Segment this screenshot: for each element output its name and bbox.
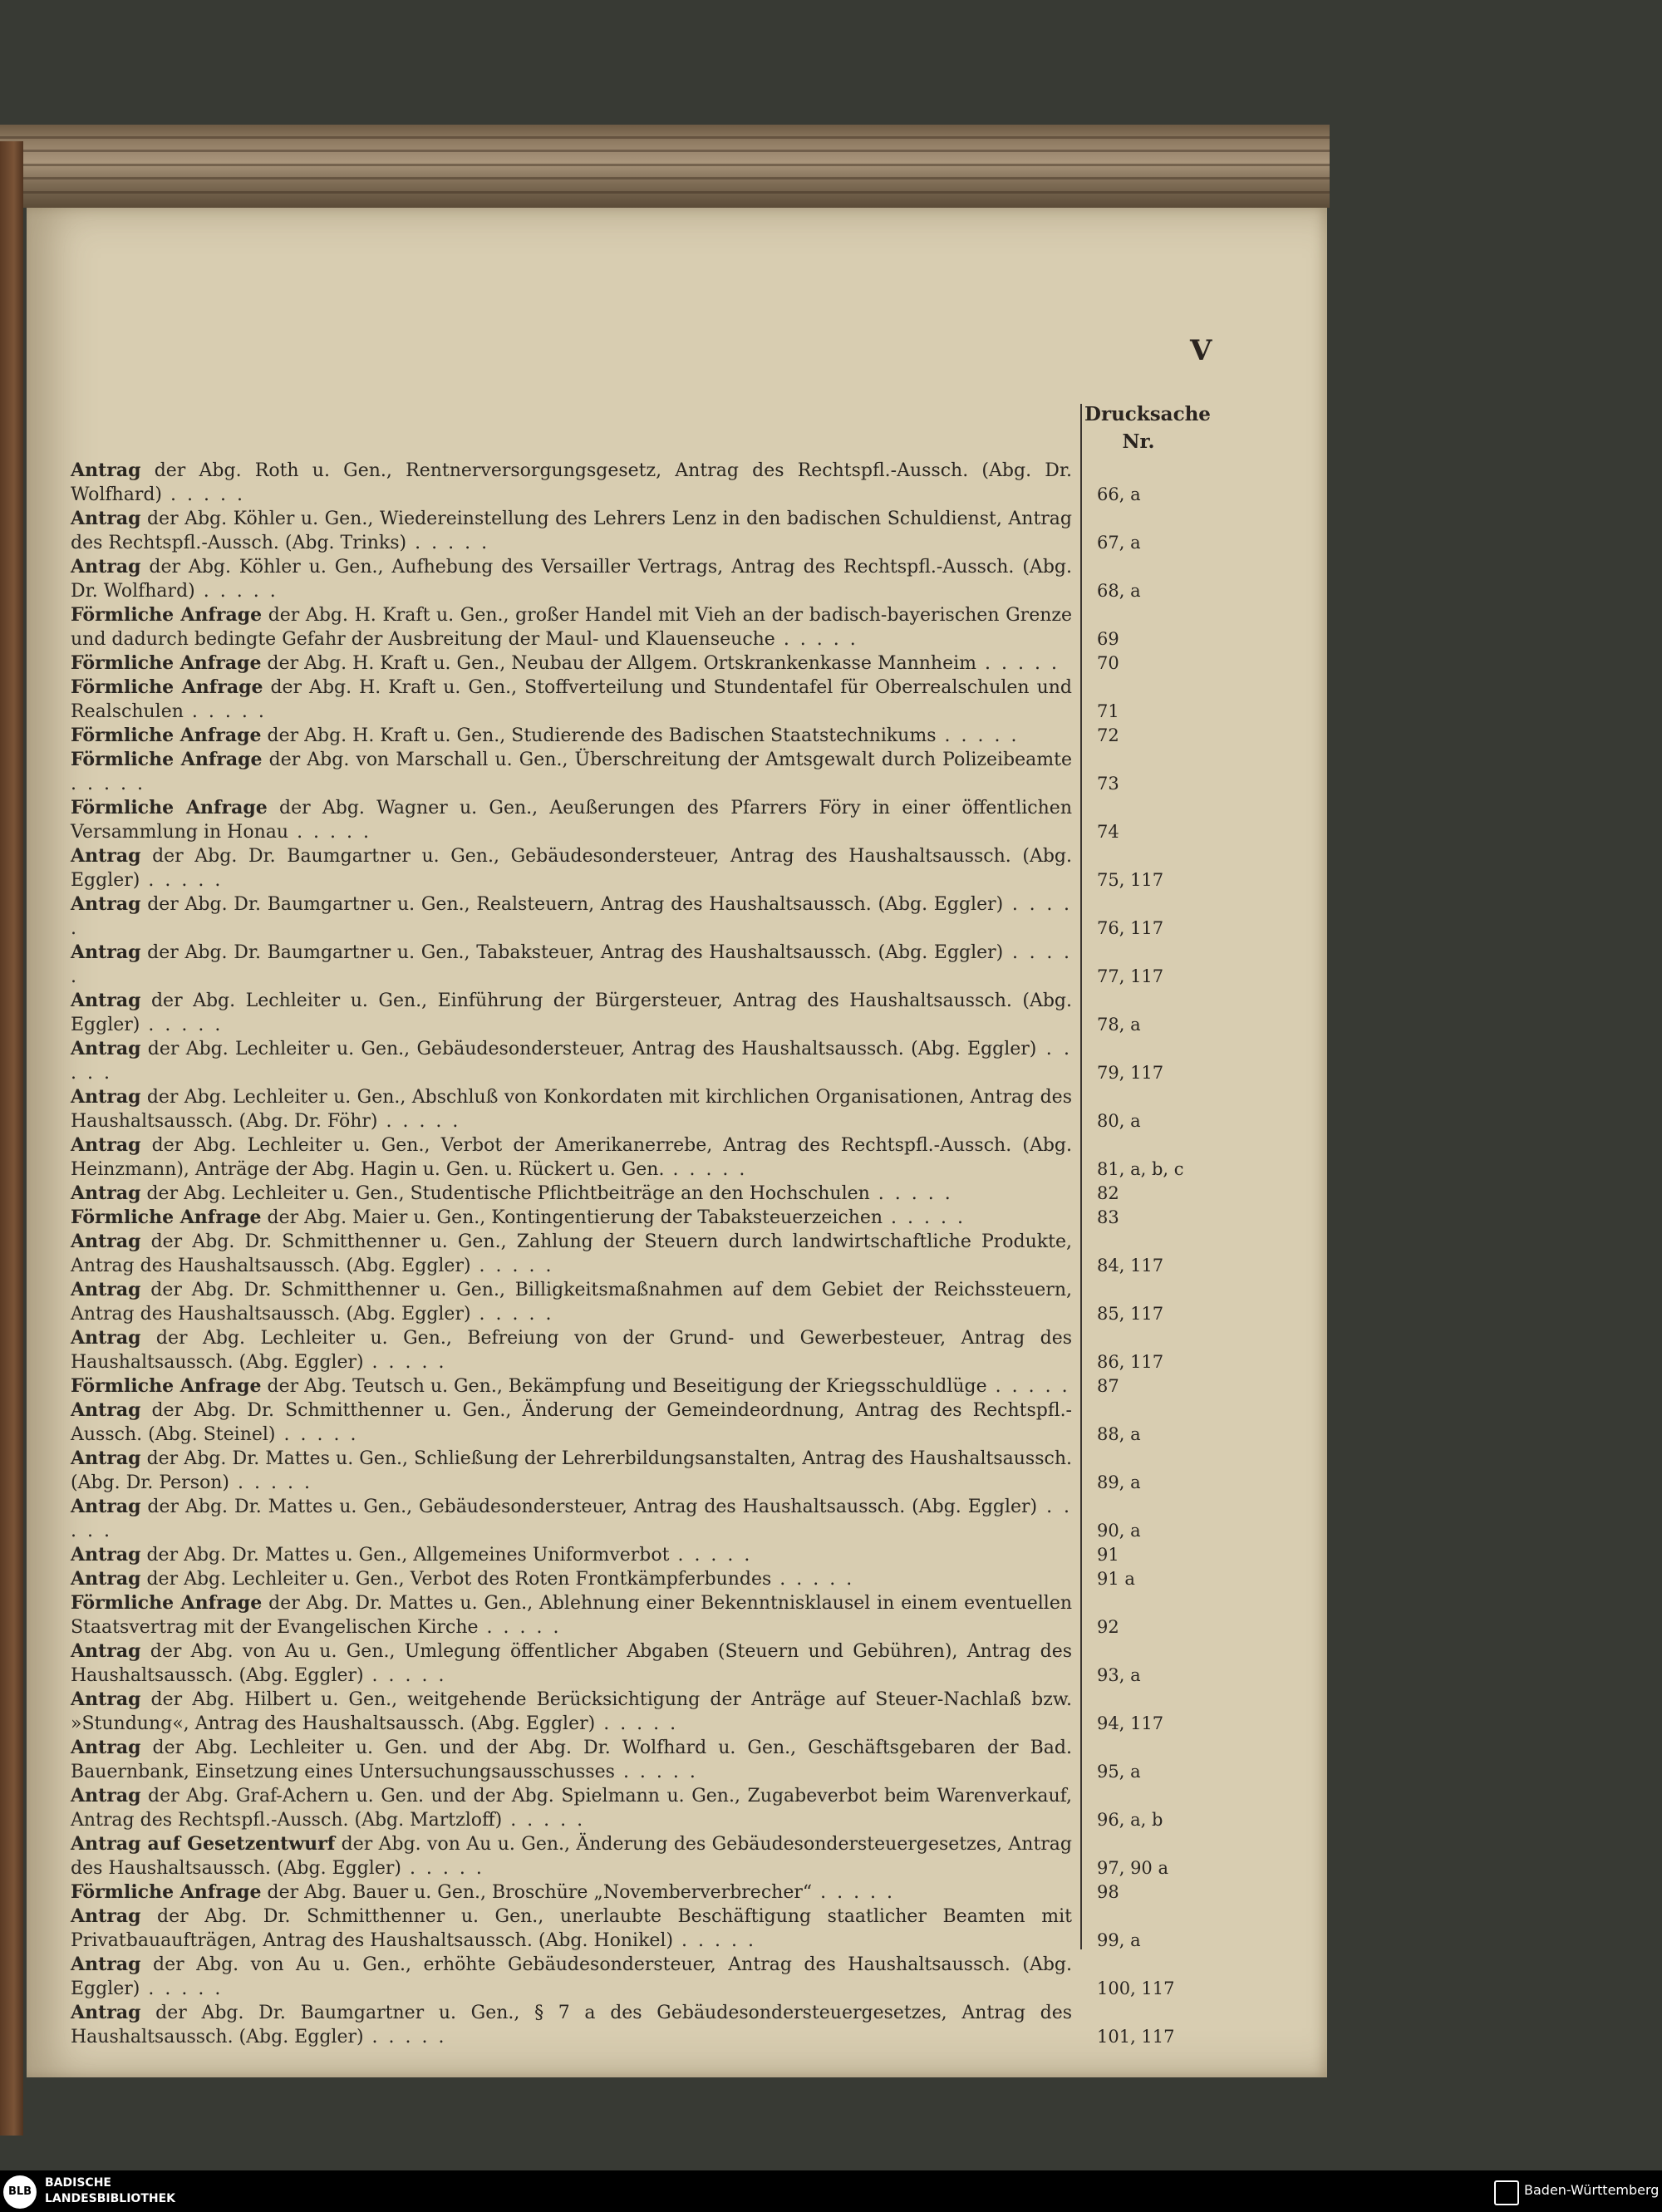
entry-description: der Abg. Dr. Mattes u. Gen., Gebäudesondersteuer, Antrag des Haushaltsaussch. (Abg. Eggler) — [147, 1497, 1038, 1517]
entry-text — [71, 1037, 1072, 1085]
list-item — [71, 1398, 1234, 1447]
leader-dots: . . . . . — [288, 822, 372, 843]
leader-dots: . . . . . — [140, 1979, 224, 1999]
entry-reference[interactable]: 85, 117 — [1097, 1304, 1164, 1324]
list-item — [71, 1953, 1234, 2001]
entry-type: Antrag — [71, 1496, 141, 1517]
entry-reference[interactable]: 101, 117 — [1097, 2027, 1175, 2047]
entry-reference[interactable]: 84, 117 — [1097, 1256, 1164, 1276]
entry-description: der Abg. H. Kraft u. Gen., großer Handel mit Vieh an der badisch-bayerischen Grenze und dadurch bedingte Gefahr der Ausbreitung der Maul- und Klauenseuche — [71, 605, 1072, 650]
leader-dots: . . . . . — [275, 1424, 359, 1445]
leader-dots: . . . . . — [470, 1256, 554, 1276]
list-item — [71, 844, 1234, 892]
entry-reference[interactable]: 96, a, b — [1097, 1810, 1163, 1830]
entry-description: der Abg. Dr. Mattes u. Gen., Allgemeines Uniformverbot — [146, 1545, 670, 1566]
entry-text — [71, 724, 1072, 748]
entry-reference[interactable]: 72 — [1097, 725, 1119, 745]
entry-text — [71, 507, 1072, 555]
entry-text — [71, 1374, 1072, 1398]
list-item — [71, 1085, 1234, 1133]
entry-type: Antrag — [71, 1785, 141, 1806]
leader-dots: . . . . . — [812, 1882, 896, 1903]
entry-text — [71, 1639, 1072, 1688]
list-item — [71, 2001, 1234, 2049]
entry-type: Förmliche Anfrage — [71, 1881, 262, 1903]
leader-dots: . . . . . — [614, 1762, 698, 1782]
leader-dots: . . . . . — [669, 1545, 753, 1566]
entry-reference[interactable]: 73 — [1097, 774, 1119, 794]
list-item — [71, 796, 1234, 844]
entry-type: Antrag — [71, 1231, 141, 1252]
entry-reference[interactable]: 66, a — [1097, 484, 1141, 504]
entry-type: Antrag — [71, 1279, 141, 1300]
leader-dots: . . . . . — [883, 1207, 966, 1228]
entry-type: Antrag — [71, 1544, 141, 1566]
entry-reference[interactable]: 75, 117 — [1097, 870, 1164, 890]
entry-text — [71, 844, 1072, 892]
entry-type: Antrag — [71, 1688, 141, 1710]
entry-text — [71, 1206, 1072, 1230]
entry-type: Antrag — [71, 1737, 141, 1758]
entry-reference[interactable]: 94, 117 — [1097, 1713, 1164, 1733]
entry-type: Förmliche Anfrage — [71, 1592, 263, 1614]
entry-text — [71, 676, 1072, 724]
entry-reference[interactable]: 90, a — [1097, 1521, 1141, 1541]
entry-reference[interactable]: 74 — [1097, 822, 1119, 842]
entry-text — [71, 892, 1072, 941]
entry-text — [71, 941, 1072, 989]
list-item — [71, 941, 1234, 989]
column-header-line1: Drucksache — [1084, 403, 1211, 425]
list-item — [71, 1206, 1234, 1230]
baden-wuerttemberg-label[interactable]: Baden-Württemberg — [1524, 2182, 1660, 2198]
entry-list — [71, 459, 1234, 2049]
list-item — [71, 459, 1234, 507]
list-item — [71, 507, 1234, 555]
list-item — [71, 1495, 1234, 1543]
leader-dots: . . . . . — [71, 942, 1072, 987]
library-name-line2: LANDESBIBLIOTHEK — [45, 2192, 176, 2205]
entry-text — [71, 555, 1072, 603]
entry-text — [71, 1447, 1072, 1495]
list-item — [71, 1567, 1234, 1591]
entry-type: Förmliche Anfrage — [71, 604, 263, 626]
entry-description: der Abg. Bauer u. Gen., Broschüre „Novemberverbrecher“ — [267, 1882, 813, 1903]
list-item — [71, 724, 1234, 748]
leader-dots: . . . . . — [71, 774, 145, 794]
entry-type: Antrag — [71, 1038, 141, 1059]
entry-description: der Abg. Dr. Baumgartner u. Gen., § 7 a des Gebäudesondersteuergesetzes, Antrag des Haushaltsaussch. (Abg. Eggler) — [71, 2003, 1073, 2047]
book-page-edges — [0, 125, 1330, 208]
entry-text — [71, 603, 1072, 651]
entry-description: der Abg. Dr. Schmitthenner u. Gen., Billigkeitsmaßnahmen auf dem Gebiet der Reichssteuern, Antrag des Haushaltsaussch. (Abg. Eggler) — [71, 1280, 1072, 1325]
entry-description: der Abg. Lechleiter u. Gen., Verbot der Amerikanerrebe, Antrag des Rechtspfl.-Aussch. (Abg. Heinzmann), Anträge der Abg. Hagin u. Gen. u. Rückert u. Gen. — [71, 1135, 1072, 1180]
entry-reference[interactable]: 81, a, b, c — [1097, 1159, 1184, 1179]
entry-description: der Abg. Teutsch u. Gen., Bekämpfung und Beseitigung der Kriegsschuldlüge — [267, 1376, 987, 1397]
entry-description: der Abg. Dr. Schmitthenner u. Gen., Änderung der Gemeindeordnung, Antrag des Rechtspfl.-Aussch. (Abg. Steinel) — [71, 1400, 1072, 1445]
blb-logo[interactable]: BLB — [3, 2175, 37, 2209]
entry-reference[interactable]: 88, a — [1097, 1424, 1141, 1444]
entry-type: Antrag — [71, 1327, 141, 1349]
entry-type: Antrag — [71, 1905, 141, 1927]
entry-description: der Abg. von Au u. Gen., erhöhte Gebäudesondersteuer, Antrag des Haushaltsaussch. (Abg. Eggler) — [71, 1954, 1072, 1999]
leader-dots: . . . . . — [771, 1569, 855, 1590]
entry-reference[interactable]: 78, a — [1097, 1015, 1141, 1035]
entry-reference[interactable]: 76, 117 — [1097, 918, 1164, 938]
entry-text — [71, 796, 1072, 844]
entry-text — [71, 748, 1072, 796]
entry-description: der Abg. Maier u. Gen., Kontingentierung der Tabaksteuerzeichen — [267, 1207, 883, 1228]
entry-description: der Abg. Köhler u. Gen., Aufhebung des Versailler Vertrags, Antrag des Rechtspfl.-Aussch. (Abg. Dr. Wolfhard) — [71, 557, 1072, 602]
entry-description: der Abg. Lechleiter u. Gen., Befreiung von der Grund- und Gewerbesteuer, Antrag des Haushaltsaussch. (Abg. Eggler) — [71, 1328, 1073, 1373]
entry-reference[interactable]: 80, a — [1097, 1111, 1141, 1131]
entry-reference[interactable]: 86, 117 — [1097, 1352, 1164, 1372]
list-item — [71, 1447, 1234, 1495]
entry-description: der Abg. von Marschall u. Gen., Überschreitung der Amtsgewalt durch Polizeibeamte — [268, 750, 1072, 770]
entry-reference[interactable]: 89, a — [1097, 1472, 1141, 1492]
entry-description: der Abg. Graf-Achern u. Gen. und der Abg. Spielmann u. Gen., Zugabeverbot beim Warenverkauf, Antrag des Rechtspfl.-Aussch. (Abg. Martzloff) — [71, 1786, 1073, 1831]
leader-dots: . . . . . — [478, 1617, 562, 1638]
entry-description: der Abg. Lechleiter u. Gen., Studentische Pflichtbeiträge an den Hochschulen — [146, 1183, 870, 1204]
entry-type: Antrag — [71, 556, 141, 578]
entry-description: der Abg. Dr. Baumgartner u. Gen., Tabaksteuer, Antrag des Haushaltsaussch. (Abg. Eggler) — [147, 942, 1004, 963]
entry-text — [71, 459, 1072, 507]
list-item — [71, 1784, 1234, 1832]
list-item — [71, 651, 1234, 676]
leader-dots: . . . . . — [183, 701, 267, 722]
entry-reference[interactable]: 92 — [1097, 1617, 1119, 1637]
entry-description: der Abg. Lechleiter u. Gen., Gebäudesondersteuer, Antrag des Haushaltsaussch. (Abg. Eggler) — [147, 1039, 1037, 1059]
leader-dots: . . . . . — [140, 1015, 224, 1035]
entry-text — [71, 1398, 1072, 1447]
entry-type: Antrag — [71, 1134, 141, 1156]
leader-dots: . . . . . — [194, 581, 278, 602]
entry-type: Antrag — [71, 460, 141, 481]
leader-dots: . . . . . — [470, 1304, 554, 1325]
entry-text — [71, 1326, 1072, 1374]
entry-description: der Abg. Roth u. Gen., Rentnerversorgungsgesetz, Antrag des Rechtspfl.-Aussch. (Abg. Dr. Wolfhard) — [71, 460, 1072, 505]
entry-text — [71, 1880, 1072, 1905]
list-item — [71, 676, 1234, 724]
leader-dots: . . . . . — [986, 1376, 1070, 1397]
entry-type: Förmliche Anfrage — [71, 749, 263, 770]
library-name-line1: BADISCHE — [45, 2176, 111, 2190]
leader-dots: . . . . . — [673, 1930, 756, 1951]
entry-description: der Abg. Lechleiter u. Gen., Verbot des Roten Frontkämpferbundes — [146, 1569, 772, 1590]
list-item — [71, 1832, 1234, 1880]
leader-dots: . . . . . — [229, 1472, 312, 1493]
entry-description: der Abg. von Au u. Gen., Umlegung öffentlicher Abgaben (Steuern und Gebühren), Antrag des Haushaltsaussch. (Abg. Eggler) — [71, 1641, 1073, 1686]
list-item — [71, 1037, 1234, 1085]
entry-description: der Abg. Dr. Baumgartner u. Gen., Gebäudesondersteuer, Antrag des Haushaltsaussch. (Abg. Eggler) — [71, 846, 1072, 891]
entry-type: Antrag — [71, 893, 141, 915]
list-item — [71, 1133, 1234, 1182]
entry-text — [71, 1278, 1072, 1326]
list-item — [71, 1326, 1234, 1374]
entry-type: Antrag — [71, 2002, 141, 2023]
list-item — [71, 1278, 1234, 1326]
entry-text — [71, 1230, 1072, 1278]
leader-dots: . . . . . — [401, 1858, 484, 1879]
entry-type: Antrag auf Gesetzentwurf — [71, 1833, 336, 1855]
list-item — [71, 1230, 1234, 1278]
list-item — [71, 1543, 1234, 1567]
entry-reference[interactable]: 71 — [1097, 701, 1119, 721]
entry-type: Antrag — [71, 508, 141, 529]
entry-reference[interactable]: 91 — [1097, 1545, 1119, 1565]
entry-type: Antrag — [71, 1640, 141, 1662]
leader-dots: . . . . . — [774, 629, 858, 650]
footer-bar — [0, 2170, 1662, 2212]
entry-type: Antrag — [71, 1448, 141, 1469]
entry-description: der Abg. Lechleiter u. Gen., Abschluß von Konkordaten mit kirchlichen Organisationen, Antrag des Haushaltsaussch. (Abg. Dr. Föhr) — [71, 1087, 1072, 1132]
leader-dots: . . . . . — [664, 1159, 748, 1180]
entry-type: Antrag — [71, 1568, 141, 1590]
list-item — [71, 892, 1234, 941]
entry-description: der Abg. Hilbert u. Gen., weitgehende Berücksichtigung der Anträge auf Steuer-Nachlaß bzw. »Stundung«, Antrag des Haushaltsaussch. (Abg. Eggler) — [71, 1689, 1072, 1734]
entry-text — [71, 2001, 1072, 2049]
list-item — [71, 1591, 1234, 1639]
entry-description: der Abg. Wagner u. Gen., Aeußerungen des Pfarrers Föry in einer öffentlichen Versammlung in Honau — [71, 798, 1072, 843]
list-item — [71, 1639, 1234, 1688]
entry-reference[interactable]: 100, 117 — [1097, 1979, 1175, 1998]
entry-text — [71, 1736, 1072, 1784]
entry-description: der Abg. Dr. Baumgartner u. Gen., Realsteuern, Antrag des Haushaltsaussch. (Abg. Eggler) — [147, 894, 1004, 915]
entry-text — [71, 1085, 1072, 1133]
entry-text — [71, 651, 1072, 676]
entry-type: Förmliche Anfrage — [71, 1375, 262, 1397]
entry-reference[interactable]: 98 — [1097, 1882, 1119, 1902]
entry-text — [71, 1543, 1072, 1567]
entry-text — [71, 1905, 1072, 1953]
entry-reference[interactable]: 69 — [1097, 629, 1119, 649]
list-item — [71, 1182, 1234, 1206]
entry-text — [71, 1832, 1072, 1880]
entry-reference[interactable]: 82 — [1097, 1183, 1119, 1203]
leader-dots: . . . . . — [377, 1111, 461, 1132]
entry-type: Antrag — [71, 845, 141, 867]
library-name — [45, 2175, 175, 2207]
entry-reference[interactable]: 68, a — [1097, 581, 1141, 601]
entry-type: Förmliche Anfrage — [71, 725, 262, 746]
list-item — [71, 1736, 1234, 1784]
entry-type: Antrag — [71, 941, 141, 963]
page-number: V — [1190, 334, 1212, 367]
entry-text — [71, 1688, 1072, 1736]
entry-type: Förmliche Anfrage — [71, 1207, 262, 1228]
entry-description: der Abg. Dr. Schmitthenner u. Gen., unerlaubte Beschäftigung staatlicher Beamten mit Privatbauaufträgen, Antrag des Haushaltsaussch. (Abg. Honikel) — [71, 1906, 1072, 1951]
leader-dots: . . . . . — [363, 1352, 447, 1373]
leader-dots: . . . . . — [976, 653, 1060, 674]
leader-dots: . . . . . — [140, 870, 224, 891]
list-item — [71, 989, 1234, 1037]
entry-description: der Abg. Köhler u. Gen., Wiedereinstellung des Lehrers Lenz in den badischen Schuldienst, Antrag des Rechtspfl.-Aussch. (Abg. Trinks) — [71, 509, 1072, 553]
entry-type: Antrag — [71, 1086, 141, 1108]
entry-description: der Abg. von Au u. Gen., Änderung des Gebäudesondersteuergesetzes, Antrag des Haushaltsaussch. (Abg. Eggler) — [71, 1834, 1073, 1879]
entry-reference[interactable]: 93, a — [1097, 1665, 1141, 1685]
leader-dots: . . . . . — [595, 1713, 679, 1734]
entry-reference[interactable]: 99, a — [1097, 1930, 1141, 1950]
entry-type: Antrag — [71, 1954, 141, 1975]
entry-reference[interactable]: 83 — [1097, 1207, 1119, 1227]
leader-dots: . . . . . — [162, 484, 245, 505]
entry-reference[interactable]: 97, 90 a — [1097, 1858, 1168, 1878]
entry-text — [71, 1133, 1072, 1182]
entry-reference[interactable]: 79, 117 — [1097, 1063, 1164, 1083]
list-item — [71, 748, 1234, 796]
entry-description: der Abg. H. Kraft u. Gen., Stoffverteilung und Stundentafel für Oberrealschulen und Realschulen — [71, 677, 1072, 722]
entry-text — [71, 1182, 1072, 1206]
entry-type: Antrag — [71, 1399, 141, 1421]
list-item — [71, 1905, 1234, 1953]
baden-wuerttemberg-icon — [1494, 2180, 1519, 2205]
entry-description: der Abg. Dr. Mattes u. Gen., Schließung der Lehrerbildungsanstalten, Antrag des Haushaltsaussch. (Abg. Dr. Person) — [71, 1448, 1072, 1493]
entry-text — [71, 1495, 1072, 1543]
entry-text — [71, 989, 1072, 1037]
entry-description: der Abg. Dr. Schmitthenner u. Gen., Zahlung der Steuern durch landwirtschaftliche Produkte, Antrag des Haushaltsaussch. (Abg. Eggler) — [71, 1231, 1072, 1276]
entry-description: der Abg. H. Kraft u. Gen., Neubau der Allgem. Ortskrankenkasse Mannheim — [267, 653, 977, 674]
entry-description: der Abg. H. Kraft u. Gen., Studierende des Badischen Staatstechnikums — [267, 725, 937, 746]
book-binding — [0, 141, 23, 2136]
column-header-line2: Nr. — [1122, 430, 1155, 453]
leader-dots: . . . . . — [502, 1810, 586, 1831]
leader-dots: . . . . . — [406, 533, 490, 553]
list-item — [71, 1688, 1234, 1736]
entry-type: Förmliche Anfrage — [71, 676, 263, 698]
entry-type: Förmliche Anfrage — [71, 652, 262, 674]
entry-type: Förmliche Anfrage — [71, 797, 268, 818]
entry-reference[interactable]: 87 — [1097, 1376, 1119, 1396]
entry-reference[interactable]: 67, a — [1097, 533, 1141, 553]
entry-description: der Abg. Lechleiter u. Gen., Einführung der Bürgersteuer, Antrag des Haushaltsaussch. (Abg. Eggler) — [71, 990, 1072, 1035]
entry-reference[interactable]: 95, a — [1097, 1762, 1141, 1782]
entry-description: der Abg. Dr. Mattes u. Gen., Ablehnung einer Bekenntnisklausel in einem eventuellen Staatsvertrag mit der Evangelischen Kirche — [71, 1593, 1073, 1638]
entry-reference[interactable]: 91 a — [1097, 1569, 1135, 1589]
entry-text — [71, 1567, 1072, 1591]
column-header — [1084, 401, 1211, 455]
entry-type: Antrag — [71, 990, 141, 1011]
entry-description: der Abg. Lechleiter u. Gen. und der Abg. Dr. Wolfhard u. Gen., Geschäftsgebaren der Bad. Bauernbank, Einsetzung eines Untersuchungsausschusses — [71, 1738, 1072, 1782]
list-item — [71, 603, 1234, 651]
list-item — [71, 555, 1234, 603]
leader-dots: . . . . . — [363, 1665, 447, 1686]
entry-type: Antrag — [71, 1182, 141, 1204]
list-item — [71, 1374, 1234, 1398]
leader-dots: . . . . . — [936, 725, 1020, 746]
leader-dots: . . . . . — [71, 1039, 1072, 1084]
leader-dots: . . . . . — [71, 1497, 1072, 1541]
leader-dots: . . . . . — [869, 1183, 953, 1204]
leader-dots: . . . . . — [71, 894, 1073, 939]
entry-text — [71, 1784, 1072, 1832]
entry-text — [71, 1591, 1072, 1639]
entry-reference[interactable]: 77, 117 — [1097, 966, 1164, 986]
entry-reference[interactable]: 70 — [1097, 653, 1119, 673]
list-item — [71, 1880, 1234, 1905]
entry-text — [71, 1953, 1072, 2001]
leader-dots: . . . . . — [363, 2027, 447, 2047]
